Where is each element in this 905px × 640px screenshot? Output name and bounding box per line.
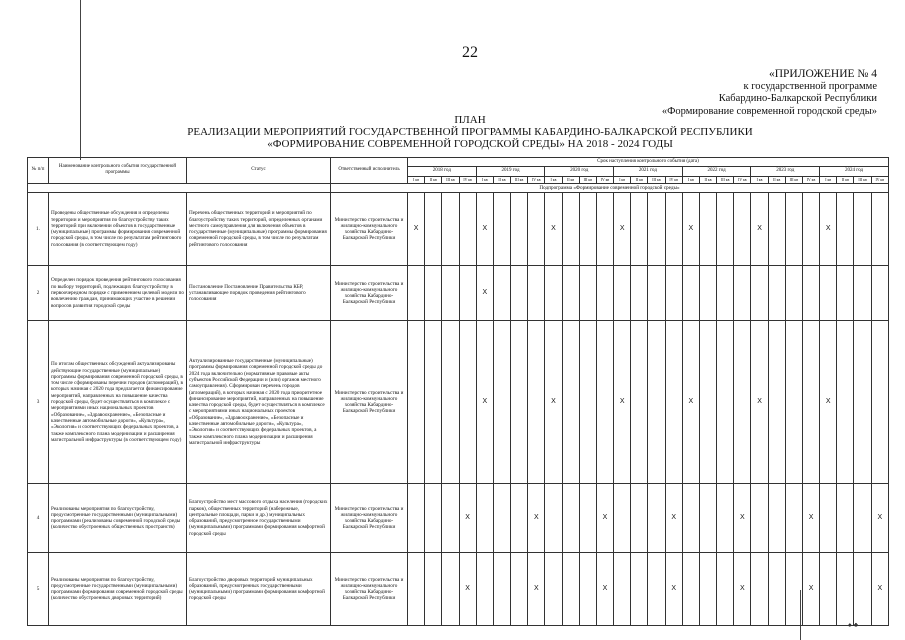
quarter-cell bbox=[425, 193, 442, 266]
quarter-mark: X bbox=[476, 266, 493, 321]
quarter-mark: X bbox=[802, 484, 819, 553]
quarter-cell bbox=[768, 484, 785, 553]
row-responsible: Министерство строительства и жилищно-коммунального хозяйства Кабардино-Балкарской Республики bbox=[331, 484, 408, 553]
quarter-mark: X bbox=[545, 193, 562, 266]
col-header-num: № п/п bbox=[28, 158, 49, 184]
quarter-cell bbox=[768, 266, 785, 321]
quarter-cell bbox=[751, 484, 768, 553]
year-header: 2021 год bbox=[614, 167, 683, 176]
quarter-header: III кв bbox=[579, 176, 596, 183]
quarter-cell bbox=[511, 266, 528, 321]
year-header: 2024 год bbox=[820, 167, 889, 176]
quarter-cell bbox=[408, 266, 425, 321]
quarter-cell bbox=[459, 321, 476, 484]
quarter-cell bbox=[425, 553, 442, 626]
quarter-header: I кв bbox=[408, 176, 425, 183]
quarter-cell bbox=[802, 321, 819, 484]
quarter-cell bbox=[596, 266, 613, 321]
appendix-line: к государственной программе bbox=[743, 80, 877, 92]
quarter-cell bbox=[717, 193, 734, 266]
quarter-cell bbox=[476, 484, 493, 553]
plan-table bbox=[27, 157, 889, 626]
quarter-cell bbox=[768, 321, 785, 484]
quarter-cell bbox=[734, 193, 751, 266]
quarter-cell bbox=[511, 321, 528, 484]
quarter-cell bbox=[648, 193, 665, 266]
quarter-cell bbox=[442, 321, 459, 484]
quarter-cell bbox=[614, 484, 631, 553]
quarter-header: III кв bbox=[785, 176, 802, 183]
row-status: Актуализированные государственные (муниципальные) программы формирования современной городской среды до 2024 года включительно (нормативные правовые акты субъектов Российской Федерации и (или) органов местного самоуправления). Сформирован перечень городов (агломераций), в которых начиная с 2020 года приоритетное финансирование мероприятий, направленных на повышение качества городской среды, будет осуществляться в комплексе с мероприятиями иных национальных проектов «Образование», «Здравоохранение», «Безопасные и качественные автомобильные дороги», «Культура», «Экология» и соответствующих федеральных проектов, а также комплексного плана модернизации и расширения магистральной инфраструктуры bbox=[187, 321, 331, 484]
table-row bbox=[28, 553, 889, 626]
col-header-status: Статус bbox=[187, 158, 331, 184]
quarter-cell bbox=[425, 484, 442, 553]
quarter-cell bbox=[528, 193, 545, 266]
quarter-mark: X bbox=[459, 553, 476, 626]
col-header-deadline: Срок наступления контрольного события (дата) bbox=[408, 158, 889, 167]
quarter-header: IV кв bbox=[802, 176, 819, 183]
quarter-cell bbox=[871, 321, 888, 484]
quarter-mark: X bbox=[820, 193, 837, 266]
row-responsible: Министерство строительства и жилищно-коммунального хозяйства Кабардино-Балкарской Республики bbox=[331, 553, 408, 626]
quarter-cell bbox=[785, 266, 802, 321]
quarter-cell bbox=[545, 266, 562, 321]
quarter-header: II кв bbox=[425, 176, 442, 183]
quarter-header: II кв bbox=[562, 176, 579, 183]
quarter-header: II кв bbox=[699, 176, 716, 183]
quarter-cell bbox=[545, 484, 562, 553]
quarter-header: I кв bbox=[682, 176, 699, 183]
quarter-cell bbox=[717, 266, 734, 321]
quarter-cell bbox=[579, 321, 596, 484]
quarter-cell bbox=[717, 321, 734, 484]
quarter-cell bbox=[476, 553, 493, 626]
quarter-cell bbox=[682, 266, 699, 321]
quarter-cell bbox=[699, 484, 716, 553]
quarter-mark: X bbox=[751, 321, 768, 484]
row-status: Перечень общественных территорий и мероприятий по благоустройству таких территорий, определенных органами местного самоуправления для включения объектов в государственные (муниципальные) программы формирования современной городской среды, в том числе по результатам рейтингового голосования bbox=[187, 193, 331, 266]
quarter-cell bbox=[408, 484, 425, 553]
quarter-mark: X bbox=[802, 553, 819, 626]
quarter-cell bbox=[785, 484, 802, 553]
quarter-mark: X bbox=[459, 484, 476, 553]
quarter-cell bbox=[768, 553, 785, 626]
quarter-cell bbox=[854, 193, 871, 266]
quarter-cell bbox=[854, 321, 871, 484]
quarter-cell bbox=[820, 266, 837, 321]
quarter-cell bbox=[579, 484, 596, 553]
quarter-cell bbox=[648, 553, 665, 626]
quarter-cell bbox=[699, 193, 716, 266]
quarter-cell bbox=[442, 266, 459, 321]
quarter-cell bbox=[528, 321, 545, 484]
quarter-header: I кв bbox=[751, 176, 768, 183]
quarter-cell bbox=[717, 553, 734, 626]
quarter-mark: X bbox=[528, 484, 545, 553]
year-header: 2018 год bbox=[408, 167, 477, 176]
quarter-cell bbox=[837, 321, 854, 484]
row-event: Проведены общественные обсуждения и определены территории и мероприятия по благоустройству таких территорий при включении объектов в государственные (муниципальные) программы формирования современной городской среды, в том числе по результатам рейтингового голосования (в соответствующем году) bbox=[49, 193, 187, 266]
page-number: 22 bbox=[462, 44, 478, 61]
quarter-cell bbox=[425, 266, 442, 321]
quarter-mark: X bbox=[596, 484, 613, 553]
quarter-cell bbox=[665, 266, 682, 321]
quarter-cell bbox=[837, 553, 854, 626]
quarter-mark: X bbox=[734, 553, 751, 626]
row-event: Реализованы мероприятия по благоустройству, предусмотренные государственными (муниципальными) программами формирования современной городской среды (количество обустроенных дворовых территорий) bbox=[49, 553, 187, 626]
table-body bbox=[28, 183, 889, 625]
quarter-cell bbox=[871, 193, 888, 266]
quarter-header: IV кв bbox=[596, 176, 613, 183]
quarter-cell bbox=[442, 553, 459, 626]
quarter-mark: X bbox=[820, 321, 837, 484]
corner-marks: ♠ ♣ bbox=[848, 622, 859, 629]
row-number: 3 bbox=[28, 321, 49, 484]
quarter-mark: X bbox=[476, 321, 493, 484]
quarter-cell bbox=[631, 484, 648, 553]
quarter-header: III кв bbox=[648, 176, 665, 183]
quarter-cell bbox=[425, 321, 442, 484]
title-line: РЕАЛИЗАЦИИ МЕРОПРИЯТИЙ ГОСУДАРСТВЕННОЙ ПРОГРАММЫ КАБАРДИНО-БАЛКАРСКОЙ РЕСПУБЛИКИ bbox=[187, 126, 753, 138]
quarter-cell bbox=[785, 553, 802, 626]
quarter-cell bbox=[408, 321, 425, 484]
title-line: ПЛАН bbox=[454, 114, 486, 126]
section-spacer bbox=[28, 183, 331, 192]
section-title: Подпрограмма «Формирование современной городской среды» bbox=[331, 183, 889, 192]
quarter-cell bbox=[562, 266, 579, 321]
row-event: По итогам общественных обсуждений актуализированы действующие государственные (муниципальные) программы формирования современной городской среды, в том числе сформированы перечни городов (агломераций), в которых начиная с 2020 года предлагается финансирование мероприятий, направленных на повышение качества городской среды, будет осуществляться в комплексе с мероприятиями иных национальных проектов «Образование», «Здравоохранение», «Безопасные и качественные автомобильные дороги», «Культура», «Экология» и соответствующих федеральных проектов, а также комплексного плана модернизации и расширения магистральной инфраструктуры (в соответствующем году) bbox=[49, 321, 187, 484]
quarter-mark: X bbox=[408, 193, 425, 266]
quarter-cell bbox=[579, 193, 596, 266]
row-number: 5 bbox=[28, 553, 49, 626]
quarter-cell bbox=[493, 193, 510, 266]
quarter-cell bbox=[579, 266, 596, 321]
document-title bbox=[150, 114, 790, 150]
quarter-header: II кв bbox=[837, 176, 854, 183]
quarter-mark: X bbox=[682, 193, 699, 266]
quarter-header: IV кв bbox=[665, 176, 682, 183]
quarter-cell bbox=[682, 484, 699, 553]
quarter-header: IV кв bbox=[871, 176, 888, 183]
quarter-cell bbox=[699, 266, 716, 321]
quarter-cell bbox=[665, 321, 682, 484]
quarter-mark: X bbox=[596, 553, 613, 626]
quarter-header: III кв bbox=[717, 176, 734, 183]
quarter-header: I кв bbox=[614, 176, 631, 183]
table-row bbox=[28, 484, 889, 553]
quarter-mark: X bbox=[871, 484, 888, 553]
quarter-header: II кв bbox=[631, 176, 648, 183]
quarter-cell bbox=[459, 266, 476, 321]
quarter-cell bbox=[785, 193, 802, 266]
quarter-cell bbox=[442, 484, 459, 553]
quarter-header: I кв bbox=[476, 176, 493, 183]
quarter-cell bbox=[837, 266, 854, 321]
year-header: 2019 год bbox=[476, 167, 545, 176]
quarter-cell bbox=[734, 266, 751, 321]
appendix-line: «Формирование современной городской среды» bbox=[661, 105, 877, 117]
quarter-cell bbox=[837, 484, 854, 553]
quarter-cell bbox=[528, 266, 545, 321]
row-responsible: Министерство строительства и жилищно-коммунального хозяйства Кабардино-Балкарской Республики bbox=[331, 193, 408, 266]
quarter-cell bbox=[734, 321, 751, 484]
quarter-header: III кв bbox=[854, 176, 871, 183]
table-row bbox=[28, 193, 889, 266]
quarter-cell bbox=[511, 553, 528, 626]
quarter-cell bbox=[493, 484, 510, 553]
quarter-cell bbox=[493, 266, 510, 321]
quarter-cell bbox=[596, 321, 613, 484]
quarter-cell bbox=[699, 321, 716, 484]
quarter-cell bbox=[665, 193, 682, 266]
col-header-responsible: Ответственный исполнитель bbox=[331, 158, 408, 184]
quarter-cell bbox=[442, 193, 459, 266]
quarter-mark: X bbox=[545, 321, 562, 484]
quarter-cell bbox=[871, 266, 888, 321]
quarter-cell bbox=[768, 193, 785, 266]
table-row bbox=[28, 266, 889, 321]
row-number: 4 bbox=[28, 484, 49, 553]
row-number: 2 bbox=[28, 266, 49, 321]
appendix-caption bbox=[597, 68, 877, 118]
quarter-cell bbox=[631, 193, 648, 266]
quarter-mark: X bbox=[665, 484, 682, 553]
row-status: Постановление Постановление Правительства КБР, устанавливающее порядок проведения рейтингового голосования bbox=[187, 266, 331, 321]
row-status: Благоустройство дворовых территорий муниципальных образований, предусмотренных государственными (муниципальными) программами формирования комфортной городской среды bbox=[187, 553, 331, 626]
appendix-line: «ПРИЛОЖЕНИЕ № 4 bbox=[768, 68, 877, 80]
quarter-cell bbox=[785, 321, 802, 484]
row-status: Благоустройство мест массового отдыха населения (городских парков), общественных территорий (набережные, центральные площади, парки и др.) муниципальных образований, предусмотренное государственными (муниципальными) программами формирования комфортной городской среды bbox=[187, 484, 331, 553]
quarter-header: IV кв bbox=[459, 176, 476, 183]
quarter-cell bbox=[802, 266, 819, 321]
quarter-cell bbox=[820, 553, 837, 626]
row-event: Реализованы мероприятия по благоустройству, предусмотренные государственными (муниципальными) программами (реализованы современной городской среды (количество обустроенных общественных пространств) bbox=[49, 484, 187, 553]
row-responsible: Министерство строительства и жилищно-коммунального хозяйства Кабардино-Балкарской Республики bbox=[331, 266, 408, 321]
year-header: 2023 год bbox=[751, 167, 820, 176]
quarter-cell bbox=[562, 321, 579, 484]
quarter-cell bbox=[459, 193, 476, 266]
quarter-mark: X bbox=[614, 321, 631, 484]
quarter-mark: X bbox=[614, 193, 631, 266]
quarter-header: III кв bbox=[442, 176, 459, 183]
title-line: «ФОРМИРОВАНИЕ СОВРЕМЕННОЙ ГОРОДСКОЙ СРЕДЫ» НА 2018 - 2024 ГОДЫ bbox=[267, 138, 673, 150]
quarter-header: II кв bbox=[768, 176, 785, 183]
appendix-line: Кабардино-Балкарской Республики bbox=[718, 93, 877, 104]
quarter-cell bbox=[717, 484, 734, 553]
quarter-cell bbox=[820, 484, 837, 553]
quarter-cell bbox=[751, 553, 768, 626]
table-row bbox=[28, 321, 889, 484]
quarter-cell bbox=[511, 193, 528, 266]
quarter-cell bbox=[614, 553, 631, 626]
quarter-mark: X bbox=[751, 193, 768, 266]
quarter-cell bbox=[682, 553, 699, 626]
row-responsible: Министерство строительства и жилищно-коммунального хозяйства Кабардино-Балкарской Республики bbox=[331, 321, 408, 484]
quarter-header: I кв bbox=[820, 176, 837, 183]
row-number: 1. bbox=[28, 193, 49, 266]
quarter-cell bbox=[699, 553, 716, 626]
quarter-cell bbox=[614, 266, 631, 321]
quarter-mark: X bbox=[682, 321, 699, 484]
quarter-cell bbox=[493, 553, 510, 626]
quarter-mark: X bbox=[665, 553, 682, 626]
quarter-cell bbox=[631, 553, 648, 626]
quarter-cell bbox=[648, 266, 665, 321]
quarter-cell bbox=[493, 321, 510, 484]
quarter-cell bbox=[408, 553, 425, 626]
quarter-cell bbox=[751, 266, 768, 321]
quarter-header: II кв bbox=[493, 176, 510, 183]
quarter-cell bbox=[854, 484, 871, 553]
quarter-mark: X bbox=[734, 484, 751, 553]
quarter-cell bbox=[648, 484, 665, 553]
quarter-mark: X bbox=[476, 193, 493, 266]
quarter-cell bbox=[562, 193, 579, 266]
scan-edge-line bbox=[80, 0, 81, 160]
quarter-cell bbox=[854, 553, 871, 626]
quarter-mark: X bbox=[528, 553, 545, 626]
table-header bbox=[28, 158, 889, 184]
quarter-cell bbox=[631, 321, 648, 484]
year-header: 2020 год bbox=[545, 167, 614, 176]
quarter-cell bbox=[802, 193, 819, 266]
quarter-cell bbox=[631, 266, 648, 321]
year-header: 2022 год bbox=[682, 167, 751, 176]
quarter-cell bbox=[579, 553, 596, 626]
quarter-header: I кв bbox=[545, 176, 562, 183]
quarter-cell bbox=[562, 553, 579, 626]
quarter-cell bbox=[837, 193, 854, 266]
quarter-cell bbox=[854, 266, 871, 321]
quarter-cell bbox=[511, 484, 528, 553]
quarter-cell bbox=[596, 193, 613, 266]
col-header-event: Наименование контрольного события государственной программы bbox=[49, 158, 187, 184]
quarter-cell bbox=[545, 553, 562, 626]
quarter-cell bbox=[562, 484, 579, 553]
quarter-header: IV кв bbox=[734, 176, 751, 183]
row-event: Определен порядок проведения рейтингового голосования по выбору территорий, подлежащих благоустройству в первоочередном порядке с применением целевой модели по вовлечению граждан, принимающих участие в решении вопросов развития городской среды bbox=[49, 266, 187, 321]
quarter-header: III кв bbox=[511, 176, 528, 183]
quarter-header: IV кв bbox=[528, 176, 545, 183]
quarter-cell bbox=[648, 321, 665, 484]
quarter-mark: X bbox=[871, 553, 888, 626]
